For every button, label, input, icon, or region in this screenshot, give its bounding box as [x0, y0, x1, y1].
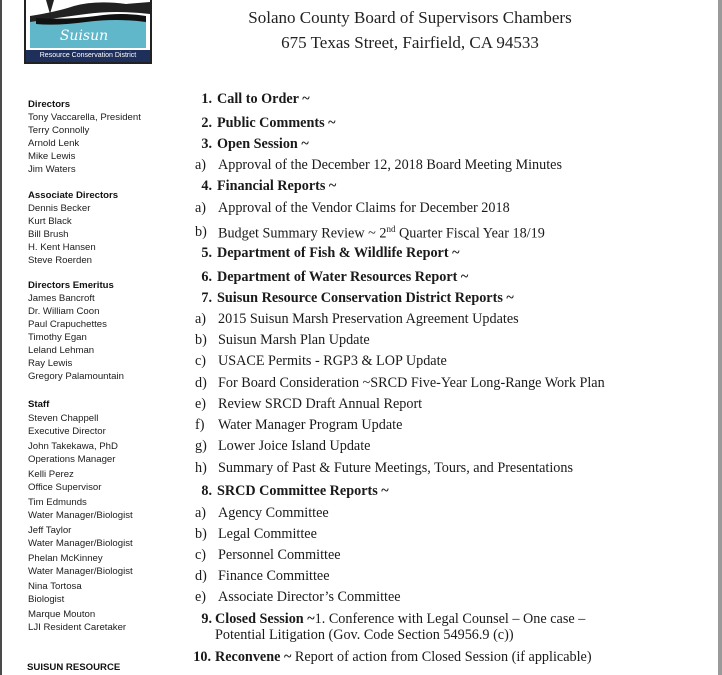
- agenda-title: Department of Water Resources Report ~: [217, 269, 469, 285]
- subitem-text: Agency Committee: [218, 505, 329, 521]
- agenda-number: 2.: [201, 115, 212, 131]
- subitem-letter: b): [195, 224, 207, 240]
- subitem-text: Suisun Marsh Plan Update: [218, 332, 370, 348]
- agenda-title: Open Session ~: [217, 136, 309, 152]
- staff-role: Office Supervisor: [28, 482, 102, 493]
- staff-name: Jeff Taylor: [28, 525, 72, 536]
- director-name: Terry Connolly: [28, 125, 90, 136]
- subitem-text: Associate Director’s Committee: [218, 589, 401, 605]
- associate-director-name: H. Kent Hansen: [28, 242, 96, 253]
- staff-member: [28, 412, 178, 438]
- emeritus-name: Dr. William Coon: [28, 306, 100, 317]
- agenda-title: Department of Fish & Wildlife Report ~: [217, 245, 460, 261]
- logo-caption: Resource Conservation District: [26, 50, 150, 62]
- agenda-number: 3.: [201, 136, 212, 152]
- subitem-text: Legal Committee: [218, 526, 317, 542]
- agenda-title: Call to Order ~: [217, 91, 310, 107]
- associate-directors-group: [28, 189, 178, 267]
- staff-role: Water Manager/Biologist: [28, 510, 133, 521]
- subitem-text: Lower Joice Island Update: [218, 438, 371, 454]
- staff-name: Marque Mouton: [28, 609, 96, 620]
- subitem-text: Summary of Past & Future Meetings, Tours, and Presentations: [218, 460, 573, 476]
- page-left-edge: [0, 0, 2, 675]
- emeritus-name: James Bancroft: [28, 293, 95, 304]
- directors-emeritus-group: [28, 279, 178, 383]
- subitem-text: For Board Consideration ~SRCD Five-Year Long-Range Work Plan: [218, 375, 605, 391]
- subitem-text: Finance Committee: [218, 568, 330, 584]
- staff-name: Phelan McKinney: [28, 553, 103, 564]
- agenda-title: Suisun Resource Conservation District Reports ~: [217, 290, 514, 306]
- agenda-title: Closed Session ~: [215, 611, 315, 627]
- staff-role: Water Manager/Biologist: [28, 566, 133, 577]
- subitem-text: Review SRCD Draft Annual Report: [218, 396, 423, 412]
- subitem-letter: e): [195, 396, 207, 412]
- staff-heading: Staff: [28, 399, 50, 410]
- staff-name: John Takekawa, PhD: [28, 441, 118, 452]
- meeting-address: 675 Texas Street, Fairfield, CA 94533: [281, 33, 539, 52]
- agenda-title: SRCD Committee Reports ~: [217, 483, 389, 499]
- agenda-title: Reconvene ~: [215, 649, 292, 665]
- staff-name: Kelli Perez: [28, 469, 74, 480]
- agenda-number: 4.: [201, 178, 212, 194]
- staff-role: Executive Director: [28, 426, 106, 437]
- subitem-letter: d): [195, 568, 207, 584]
- subitem-letter: h): [195, 460, 207, 476]
- associate-directors-heading: Associate Directors: [28, 190, 119, 201]
- agenda-number: 1.: [201, 91, 212, 107]
- subitem-letter: a): [195, 311, 207, 327]
- director-name: Jim Waters: [28, 164, 76, 175]
- subitem-text: Approval of the December 12, 2018 Board Meeting Minutes: [218, 157, 562, 173]
- subitem-letter: b): [195, 526, 207, 542]
- staff-name: Steven Chappell: [28, 413, 99, 424]
- agenda-number: 8.: [201, 483, 212, 499]
- agenda-detail: 1. Conference with Legal Counsel – One case –: [314, 611, 586, 627]
- agenda-number: 6.: [201, 269, 212, 285]
- staff-member: [28, 552, 178, 578]
- staff-member: [28, 524, 178, 550]
- agenda-detail: Report of action from Closed Session (if applicable): [291, 649, 592, 665]
- subitem-letter: e): [195, 589, 207, 605]
- emeritus-name: Paul Crapuchettes: [28, 319, 107, 330]
- subitem-text: Water Manager Program Update: [218, 417, 403, 433]
- sidebar-footer-heading: SUISUN RESOURCE: [27, 662, 121, 673]
- agenda-title-line: [215, 649, 592, 666]
- directors-heading: Directors: [28, 99, 71, 110]
- emeritus-name: Leland Lehman: [28, 345, 95, 356]
- subitem-letter: d): [195, 375, 207, 391]
- subitem-letter: b): [195, 332, 207, 348]
- svg-text:Suisun: Suisun: [59, 28, 109, 44]
- subitem-letter: c): [195, 547, 207, 563]
- staff-member: [28, 580, 178, 606]
- associate-director-name: Bill Brush: [28, 229, 69, 240]
- agenda-title: Public Comments ~: [217, 115, 336, 131]
- subitem-letter: g): [195, 438, 207, 454]
- staff-role: Operations Manager: [28, 454, 116, 465]
- associate-director-name: Kurt Black: [28, 216, 72, 227]
- director-name: Mike Lewis: [28, 151, 76, 162]
- emeritus-name: Timothy Egan: [28, 332, 87, 343]
- director-name: Tony Vaccarella, President: [28, 112, 141, 123]
- staff-role: Water Manager/Biologist: [28, 538, 133, 549]
- subitem-text-part: Budget Summary Review ~ 2: [218, 225, 387, 242]
- subitem-letter: c): [195, 353, 207, 369]
- director-name: Arnold Lenk: [28, 138, 80, 149]
- subitem-text: USACE Permits - RGP3 & LOP Update: [218, 353, 447, 369]
- staff-member: [28, 496, 178, 522]
- staff-member: [28, 440, 178, 466]
- associate-director-name: Dennis Becker: [28, 203, 91, 214]
- staff-name: Nina Tortosa: [28, 581, 82, 592]
- directors-emeritus-heading: Directors Emeritus: [28, 280, 114, 291]
- staff-role: Biologist: [28, 594, 65, 605]
- subitem-text-part: Quarter Fiscal Year 18/19: [395, 225, 545, 242]
- directors-group: [28, 98, 178, 176]
- agenda-detail: Potential Litigation (Gov. Code Section 54956.9 (c)): [215, 627, 514, 643]
- subitem-letter: a): [195, 157, 207, 173]
- agenda-number: 10.: [193, 649, 211, 665]
- agenda-title: Financial Reports ~: [217, 178, 337, 194]
- agenda-number: 9.: [201, 611, 212, 627]
- associate-director-name: Steve Roerden: [28, 255, 92, 266]
- staff-member: [28, 608, 178, 634]
- ordinal-suffix: nd: [386, 224, 396, 234]
- subitem-text: [218, 224, 545, 243]
- staff-role: LJI Resident Caretaker: [28, 622, 127, 633]
- staff-member: [28, 468, 178, 494]
- staff-group: [28, 398, 178, 636]
- subitem-letter: f): [195, 417, 205, 433]
- staff-name: Tim Edmunds: [28, 497, 87, 508]
- subitem-text: 2015 Suisun Marsh Preservation Agreement Updates: [218, 311, 519, 327]
- page-right-edge: [718, 0, 722, 675]
- emeritus-name: Ray Lewis: [28, 358, 73, 369]
- agenda-number: 7.: [201, 290, 212, 306]
- meeting-venue: Solano County Board of Supervisors Chambers: [248, 8, 572, 27]
- subitem-letter: a): [195, 505, 207, 521]
- subitem-text: Personnel Committee: [218, 547, 341, 563]
- subitem-text: Approval of the Vendor Claims for December 2018: [218, 200, 510, 216]
- agenda-title-line: [215, 611, 585, 628]
- emeritus-name: Gregory Palamountain: [28, 371, 124, 382]
- agenda-number: 5.: [201, 245, 212, 261]
- subitem-letter: a): [195, 200, 207, 216]
- srcd-logo: [24, 0, 152, 64]
